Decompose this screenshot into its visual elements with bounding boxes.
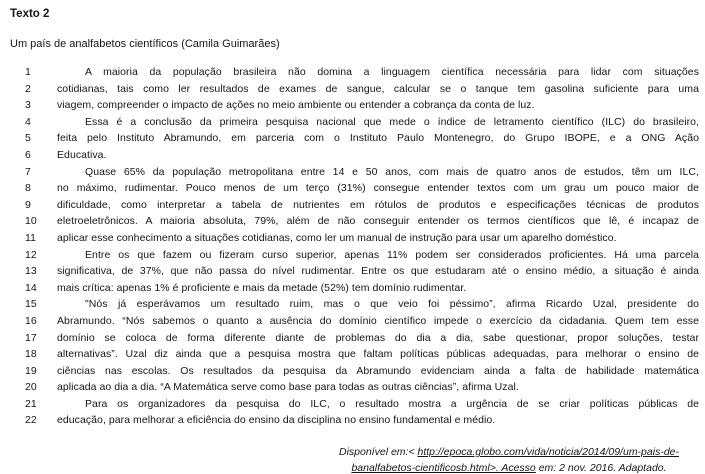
citation-access-date: em: 2 nov. 2016. Adaptado.	[535, 462, 667, 474]
line-number: 20	[25, 381, 37, 394]
line-number: 11	[25, 231, 36, 244]
citation-prefix: Disponível em:<	[339, 446, 418, 459]
line-text: educação, para melhorar a eficiência do ensino da disciplina no ensino fundamental e médio.	[57, 414, 496, 427]
line-text: dificuldade, como interpretar a tabela de nutrientes em rótulos de produtos e especificações técnicas de produtos	[57, 198, 699, 211]
line-text: domínio se coloca de forma diferente diante de problemas do dia a dia, sabe questionar, propor soluções, testar	[57, 331, 699, 344]
line-number: 21	[25, 397, 37, 410]
line-number: 3	[25, 99, 31, 112]
text-line	[0, 296, 705, 313]
text-line	[0, 197, 705, 214]
text-line	[0, 147, 705, 164]
numbered-text-block	[0, 64, 705, 429]
text-line	[0, 363, 705, 380]
citation-link[interactable]: banalfabetos-cientificosb.html>. Acesso	[351, 462, 536, 474]
line-text: Educativa.	[57, 148, 107, 161]
line-number: 14	[25, 281, 37, 294]
line-number: 19	[25, 364, 37, 377]
line-text: A maioria da população brasileira não domina a linguagem científica necessária para lidar com situações	[85, 66, 699, 78]
line-text: ciências nas escolas. Os resultados da pesquisa da Abramundo evidenciam ainda a falta de habilidade matemática	[57, 364, 699, 377]
line-number: 9	[25, 198, 31, 211]
line-number: 2	[25, 82, 31, 95]
line-text: mais crítica: apenas 1% é proficiente e mais da metade (52%) tem domínio rudimentar.	[57, 281, 467, 294]
line-text: "Nós já esperávamos um resultado ruim, mas o que veio foi péssimo”, afirma Ricardo Uzal, presidente do	[85, 298, 699, 311]
line-text: aplicada ao dia a dia. “A Matemática serve como base para todas as outras ciências”, afirma Uzal.	[57, 381, 519, 394]
line-text: no máximo, rudimentar. Pouco menos de um terço (31%) consegue entender textos com um grau um pouco maior de	[57, 182, 699, 195]
line-number: 1	[25, 66, 31, 78]
text-line	[0, 412, 705, 429]
text-line	[0, 130, 705, 147]
text-line	[0, 230, 705, 247]
text-number-heading: Texto 2	[10, 8, 50, 20]
line-text: alternativas”. Uzal diz ainda que a pesquisa mostra que faltam políticas públicas adequadas, para melhorar o ensino de	[57, 348, 699, 361]
source-citation	[318, 444, 700, 474]
line-number: 13	[25, 265, 37, 278]
line-number: 18	[25, 348, 37, 361]
line-number: 4	[25, 115, 31, 128]
text-line	[0, 263, 705, 280]
line-text: feita pelo Instituto Abramundo, em parceria com o Instituto Paulo Montenegro, do Grupo IBOPE, e a ONG Ação	[57, 132, 699, 145]
line-text: Entre os que fazem ou fizeram curso superior, apenas 11% podem ser considerados proficientes. Há uma parcela	[85, 248, 699, 261]
text-line	[0, 280, 705, 297]
text-line	[0, 213, 705, 230]
text-line	[0, 379, 705, 396]
line-number: 7	[25, 165, 31, 178]
text-line	[0, 164, 705, 181]
line-text: Abramundo. “Nós sabemos o quanto a ausência do domínio científico impede o exercício da cidadania. Quem tem esse	[57, 314, 699, 327]
line-number: 6	[25, 148, 31, 161]
text-line	[0, 330, 705, 347]
article-title: Um país de analfabetos científicos (Camila Guimarães)	[10, 38, 280, 50]
line-text: aplicar esse conhecimento a situações cotidianas, como ler um manual de instrução para usar um aparelho doméstico.	[57, 231, 617, 244]
line-text: Essa é a conclusão da primeira pesquisa nacional que mede o índice de letramento científico (ILC) do brasileiro,	[85, 115, 699, 128]
line-text: significativa, de 37%, que não passa do nível rudimentar. Entre os que estudaram até o ensino médio, a situação é ainda	[57, 265, 699, 278]
line-text: eletroeletrônicos. A maioria absoluta, 79%, além de não conseguir entender os termos científicos que lê, é incapaz de	[57, 215, 699, 228]
line-number: 22	[25, 414, 37, 427]
text-line	[0, 81, 705, 98]
text-line	[0, 313, 705, 330]
line-text: Quase 65% da população metropolitana entre 14 e 50 anos, com mais de quatro anos de estudos, têm um ILC,	[85, 165, 699, 178]
line-number: 17	[25, 331, 37, 344]
text-line	[0, 180, 705, 197]
text-line	[0, 346, 705, 363]
text-line	[0, 64, 705, 81]
line-number: 10	[25, 215, 37, 228]
text-line	[0, 97, 705, 114]
line-number: 8	[25, 182, 31, 195]
line-number: 5	[25, 132, 31, 145]
line-number: 16	[25, 314, 37, 327]
line-text: cotidianas, tais como ler resultados de exames de sangue, calcular se o tanque tem gasolina suficiente para uma	[57, 82, 699, 95]
citation-link[interactable]: http://epoca.globo.com/vida/noticia/2014/09/um-pais-de-	[417, 446, 679, 459]
line-number: 15	[25, 298, 37, 311]
line-text: Para os organizadores da pesquisa do ILC, o resultado mostra a urgência de se criar políticas públicas de	[85, 397, 699, 410]
line-number: 12	[25, 248, 37, 261]
text-line	[0, 247, 705, 264]
text-line	[0, 114, 705, 131]
line-text: viagem, compreender o impacto de ações no meio ambiente ou entender a cobrança da conta de luz.	[57, 99, 535, 112]
text-line	[0, 396, 705, 413]
